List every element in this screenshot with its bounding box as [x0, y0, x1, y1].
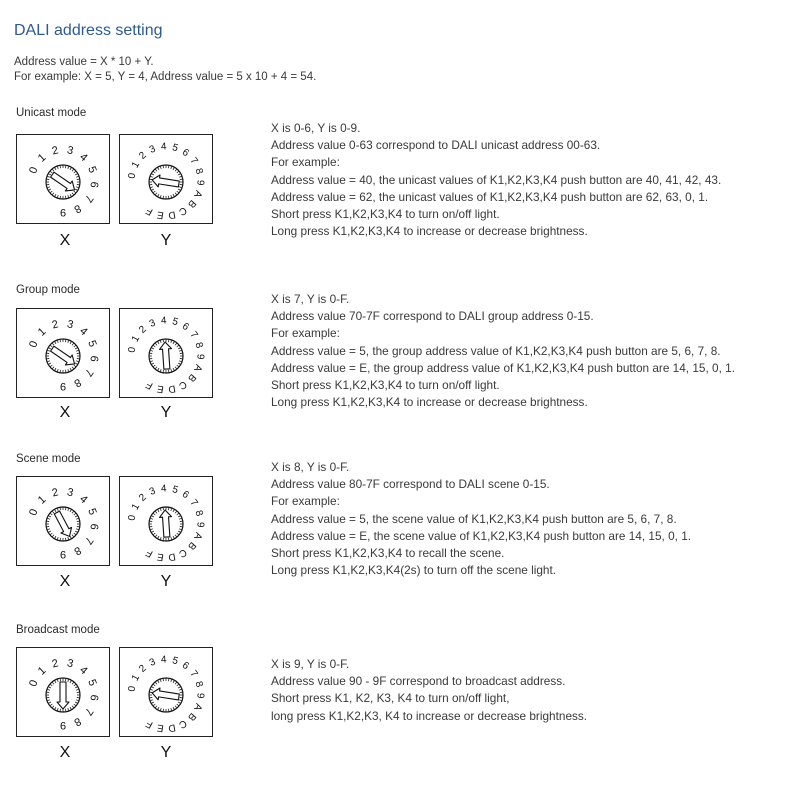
mode-title: Group mode: [16, 284, 80, 296]
dial-digit: 6: [179, 320, 191, 334]
dial-digit: 4: [77, 493, 90, 507]
mode-description: [271, 459, 691, 579]
dial-digit: 4: [160, 654, 167, 666]
dial-digit: 7: [187, 329, 200, 341]
dial-y-label: Y: [160, 232, 172, 249]
rotary-dial-graphic: [17, 309, 109, 397]
dial-digit: C: [176, 717, 189, 731]
dial-digit: C: [176, 204, 189, 218]
desc-line: Address value = 62, the unicast values of K1,K2,K3,K4 push button are 62, 63, 0, 1.: [271, 189, 709, 204]
dial-digit: 7: [81, 192, 96, 205]
dial-digit: D: [167, 721, 177, 734]
dial-digit: B: [185, 197, 198, 210]
dial-digit: 1: [35, 493, 49, 507]
dial-digit: 1: [35, 151, 49, 165]
dial-rib: [163, 165, 164, 168]
dial-digit: 4: [77, 664, 90, 678]
rotary-dial-graphic: [17, 135, 109, 223]
dial-digit: 1: [129, 333, 143, 345]
dial-x[interactable]: [16, 476, 110, 566]
dial-rib: [149, 184, 152, 185]
desc-line: Address value = 5, the group address value of K1,K2,K3,K4 push button are 5, 6, 7, 8.: [271, 343, 721, 358]
dial-digit: 8: [192, 341, 205, 350]
dial-rib: [60, 339, 61, 342]
desc-line: For example:: [271, 155, 340, 170]
dial-rib: [65, 370, 66, 373]
dial-x[interactable]: [16, 134, 110, 224]
desc-line: Address value = 40, the unicast values of K1,K2,K3,K4 push button are 40, 41, 42, 43.: [271, 172, 722, 187]
dial-digit: 7: [81, 534, 96, 547]
dial-digit: 5: [85, 164, 99, 175]
desc-line: Long press K1,K2,K3,K4 to increase or decrease brightness.: [271, 395, 588, 410]
dial-digit: 8: [192, 680, 205, 689]
section-broadcast-mode: [0, 624, 800, 784]
dial-x-label: X: [59, 573, 71, 590]
dial-rib: [149, 697, 152, 698]
dial-digit: 0: [27, 165, 41, 176]
rotary-dial-graphic: [17, 477, 109, 565]
desc-line: Address value = E, the scene value of K1,K2,K3,K4 push button are 14, 15, 0, 1.: [271, 528, 692, 543]
dial-digit: 4: [77, 325, 90, 339]
example-line: For example: X = 5, Y = 4, Address value = 5 x 10 + 4 = 54.: [14, 71, 317, 83]
dial-digit: F: [144, 546, 155, 560]
dial-digit: 6: [87, 693, 101, 702]
mode-description: [271, 656, 587, 725]
dial-digit: 7: [187, 668, 200, 680]
section-scene-mode: [0, 453, 800, 613]
dial-rib: [65, 507, 66, 510]
desc-line: long press K1,K2,K3, K4 to increase or decrease brightness.: [271, 708, 588, 723]
dial-digit: C: [176, 378, 189, 392]
dial-digit: C: [176, 546, 189, 560]
dial-digit: 6: [179, 488, 191, 502]
desc-line: Address value = 5, the scene value of K1,K2,K3,K4 push button are 5, 6, 7, 8.: [271, 511, 677, 526]
dial-digit: 4: [160, 483, 167, 495]
dial-digit: 4: [77, 151, 90, 165]
desc-line: X is 9, Y is 0-F.: [271, 657, 350, 671]
dial-digit: 0: [27, 507, 41, 518]
dial-rib: [65, 678, 66, 681]
desc-line: X is 7, Y is 0-F.: [271, 292, 350, 306]
desc-line: X is 8, Y is 0-F.: [271, 460, 350, 474]
dial-digit: 0: [126, 685, 139, 693]
dial-rib: [60, 196, 61, 199]
dial-rib: [46, 184, 49, 185]
dial-digit: 5: [170, 655, 180, 668]
dial-rib: [163, 339, 164, 342]
dial-rib: [180, 521, 183, 522]
dial-digit: 8: [192, 167, 205, 176]
dial-digit: E: [156, 382, 165, 395]
dial-digit: 1: [129, 501, 143, 513]
dial-y[interactable]: [119, 476, 213, 566]
dial-y[interactable]: [119, 134, 213, 224]
dial-rib: [77, 697, 80, 698]
dial-digit: B: [185, 371, 198, 384]
dial-digit: D: [167, 550, 177, 563]
desc-line: Short press K1,K2,K3,K4 to recall the scene.: [271, 546, 505, 561]
dial-digit: A: [191, 362, 204, 373]
dial-digit: 2: [50, 657, 60, 671]
dial-digit: D: [167, 382, 177, 395]
dial-x[interactable]: [16, 647, 110, 737]
dial-y[interactable]: [119, 647, 213, 737]
dial-rib: [46, 358, 49, 359]
dial-rib: [180, 353, 183, 354]
dial-digit: A: [191, 701, 204, 712]
dial-digit: 6: [87, 180, 101, 189]
dial-rib: [46, 521, 49, 522]
dial-x[interactable]: [16, 308, 110, 398]
formula-line: Address value = X * 10 + Y.: [14, 56, 154, 68]
desc-line: Short press K1,K2,K3,K4 to turn on/off light.: [271, 378, 500, 393]
dial-rib: [60, 507, 61, 510]
dial-rib: [46, 697, 49, 698]
desc-line: Short press K1, K2, K3, K4 to turn on/off light,: [271, 691, 510, 706]
dial-digit: 5: [170, 142, 180, 155]
dial-rib: [180, 697, 183, 698]
dial-digit: 3: [147, 143, 158, 156]
dial-digit: 8: [71, 714, 83, 729]
dial-digit: 1: [129, 159, 143, 171]
dial-digit: 9: [194, 353, 206, 360]
mode-description: [271, 120, 721, 240]
desc-line: Address value 90 - 9F correspond to broadcast address.: [271, 674, 566, 689]
desc-line: For example:: [271, 326, 340, 341]
dial-rib: [180, 179, 183, 180]
dial-rib: [163, 507, 164, 510]
dial-y-label: Y: [160, 404, 172, 421]
desc-line: Long press K1,K2,K3,K4 to increase or decrease brightness.: [271, 224, 588, 239]
dial-x-label: X: [59, 232, 71, 249]
dial-rib: [180, 692, 183, 693]
dial-digit: 2: [50, 144, 60, 158]
dial-digit: B: [185, 710, 198, 723]
dial-rib: [163, 709, 164, 712]
desc-line: X is 0-6, Y is 0-9.: [271, 121, 361, 135]
dial-digit: 7: [81, 705, 96, 718]
dial-rib: [60, 678, 61, 681]
dial-rib: [163, 196, 164, 199]
dial-digit: 1: [129, 672, 143, 684]
dial-digit: 8: [71, 543, 83, 558]
dial-rib: [46, 526, 49, 527]
dial-digit: E: [156, 208, 165, 221]
dial-digit: 6: [179, 146, 191, 160]
dial-digit: F: [144, 717, 155, 731]
dial-x-label: X: [59, 404, 71, 421]
dial-rib: [149, 526, 152, 527]
rotary-dial-graphic: [120, 309, 212, 397]
mode-title: Broadcast mode: [16, 624, 100, 636]
dial-digit: 6: [87, 522, 101, 531]
mode-title: Unicast mode: [16, 107, 87, 119]
dial-digit: 0: [27, 678, 41, 689]
dial-digit: 0: [126, 172, 139, 180]
dial-rib: [168, 507, 169, 510]
dial-digit: 2: [137, 492, 149, 504]
dial-rib: [168, 370, 169, 373]
dial-rib: [65, 538, 66, 541]
dial-rib: [46, 353, 49, 354]
dial-digit: 3: [65, 144, 75, 158]
dial-digit: 9: [194, 179, 206, 186]
page-title: DALI address setting: [14, 22, 163, 39]
dial-rib: [77, 184, 80, 185]
dial-digit: D: [167, 208, 177, 221]
dial-digit: 9: [59, 548, 67, 560]
dial-rib: [168, 339, 169, 342]
dial-digit: 9: [59, 206, 67, 218]
dial-digit: 5: [85, 338, 99, 349]
dial-rib: [65, 165, 66, 168]
dial-digit: 5: [85, 506, 99, 517]
dial-rib: [65, 196, 66, 199]
section-group-mode: [0, 284, 800, 444]
dial-digit: 3: [147, 317, 158, 330]
dial-digit: 2: [137, 324, 149, 336]
dial-y[interactable]: [119, 308, 213, 398]
dial-digit: 4: [160, 315, 167, 327]
rotary-dial-graphic: [120, 648, 212, 736]
desc-line: Address value 70-7F correspond to DALI group address 0-15.: [271, 309, 594, 324]
dial-rib: [168, 709, 169, 712]
dial-rib: [168, 678, 169, 681]
dial-rib: [149, 353, 152, 354]
dial-digit: 2: [50, 486, 60, 500]
dial-digit: 9: [59, 380, 67, 392]
dial-digit: 6: [87, 354, 101, 363]
desc-line: Address value 80-7F correspond to DALI scene 0-15.: [271, 477, 550, 492]
dial-digit: 8: [192, 509, 205, 518]
dial-digit: 3: [65, 318, 75, 332]
dial-digit: 0: [126, 514, 139, 522]
dial-rib: [168, 538, 169, 541]
dial-rib: [77, 526, 80, 527]
rotary-dial-graphic: [17, 648, 109, 736]
mode-description: [271, 291, 735, 411]
dial-rib: [180, 526, 183, 527]
desc-line: Short press K1,K2,K3,K4 to turn on/off light.: [271, 207, 500, 222]
dial-rib: [46, 692, 49, 693]
dial-digit: 5: [85, 677, 99, 688]
dial-digit: 9: [59, 719, 67, 731]
desc-line: For example:: [271, 494, 340, 509]
dial-digit: 8: [71, 375, 83, 390]
dial-rib: [60, 538, 61, 541]
dial-digit: 7: [81, 366, 96, 379]
rotary-dial-graphic: [120, 477, 212, 565]
dial-rib: [77, 692, 80, 693]
dial-rib: [163, 538, 164, 541]
dial-rib: [180, 358, 183, 359]
dial-x-label: X: [59, 744, 71, 761]
section-unicast-mode: [0, 107, 800, 267]
dial-digit: 7: [187, 497, 200, 509]
dial-digit: 5: [170, 316, 180, 329]
dial-rib: [77, 521, 80, 522]
dial-rib: [65, 709, 66, 712]
dial-digit: 3: [147, 485, 158, 498]
desc-line: Address value = E, the group address value of K1,K2,K3,K4 push button are 14, 15, 0, 1.: [271, 360, 735, 375]
dial-digit: 2: [137, 663, 149, 675]
dial-rib: [163, 678, 164, 681]
dial-digit: F: [144, 378, 155, 392]
dial-rib: [77, 358, 80, 359]
desc-line: Address value 0-63 correspond to DALI unicast address 00-63.: [271, 138, 601, 153]
dial-rib: [60, 370, 61, 373]
dial-digit: E: [156, 550, 165, 563]
desc-line: Long press K1,K2,K3,K4(2s) to turn off the scene light.: [271, 563, 557, 578]
dial-digit: 5: [170, 484, 180, 497]
dial-y-label: Y: [160, 744, 172, 761]
dial-rib: [168, 165, 169, 168]
dial-digit: A: [191, 188, 204, 199]
dial-rib: [180, 184, 183, 185]
dial-digit: 3: [65, 657, 75, 671]
mode-title: Scene mode: [16, 453, 81, 465]
dial-digit: 9: [194, 521, 206, 528]
dial-rib: [65, 339, 66, 342]
dial-rib: [149, 521, 152, 522]
intro-text: [14, 55, 316, 85]
dial-digit: 1: [35, 664, 49, 678]
dial-digit: 7: [187, 155, 200, 167]
dial-digit: E: [156, 721, 165, 734]
dial-rib: [77, 353, 80, 354]
dial-digit: 6: [179, 659, 191, 673]
dial-digit: 3: [147, 656, 158, 669]
dial-rib: [168, 196, 169, 199]
dial-digit: F: [144, 204, 155, 218]
dial-digit: 9: [194, 692, 206, 699]
rotary-dial-graphic: [120, 135, 212, 223]
dial-digit: 4: [160, 141, 167, 153]
dial-digit: 1: [35, 325, 49, 339]
dial-digit: 0: [27, 339, 41, 350]
dial-digit: 8: [71, 201, 83, 216]
dial-digit: B: [185, 539, 198, 552]
dial-digit: 0: [126, 346, 139, 354]
dial-rib: [46, 179, 49, 180]
dial-rib: [60, 709, 61, 712]
dial-y-label: Y: [160, 573, 172, 590]
dial-digit: 2: [137, 150, 149, 162]
dial-rib: [77, 179, 80, 180]
dial-digit: 3: [65, 486, 75, 500]
dial-rib: [60, 165, 61, 168]
dial-digit: A: [191, 530, 204, 541]
dial-rib: [163, 370, 164, 373]
dial-digit: 2: [50, 318, 60, 332]
dial-rib: [149, 358, 152, 359]
